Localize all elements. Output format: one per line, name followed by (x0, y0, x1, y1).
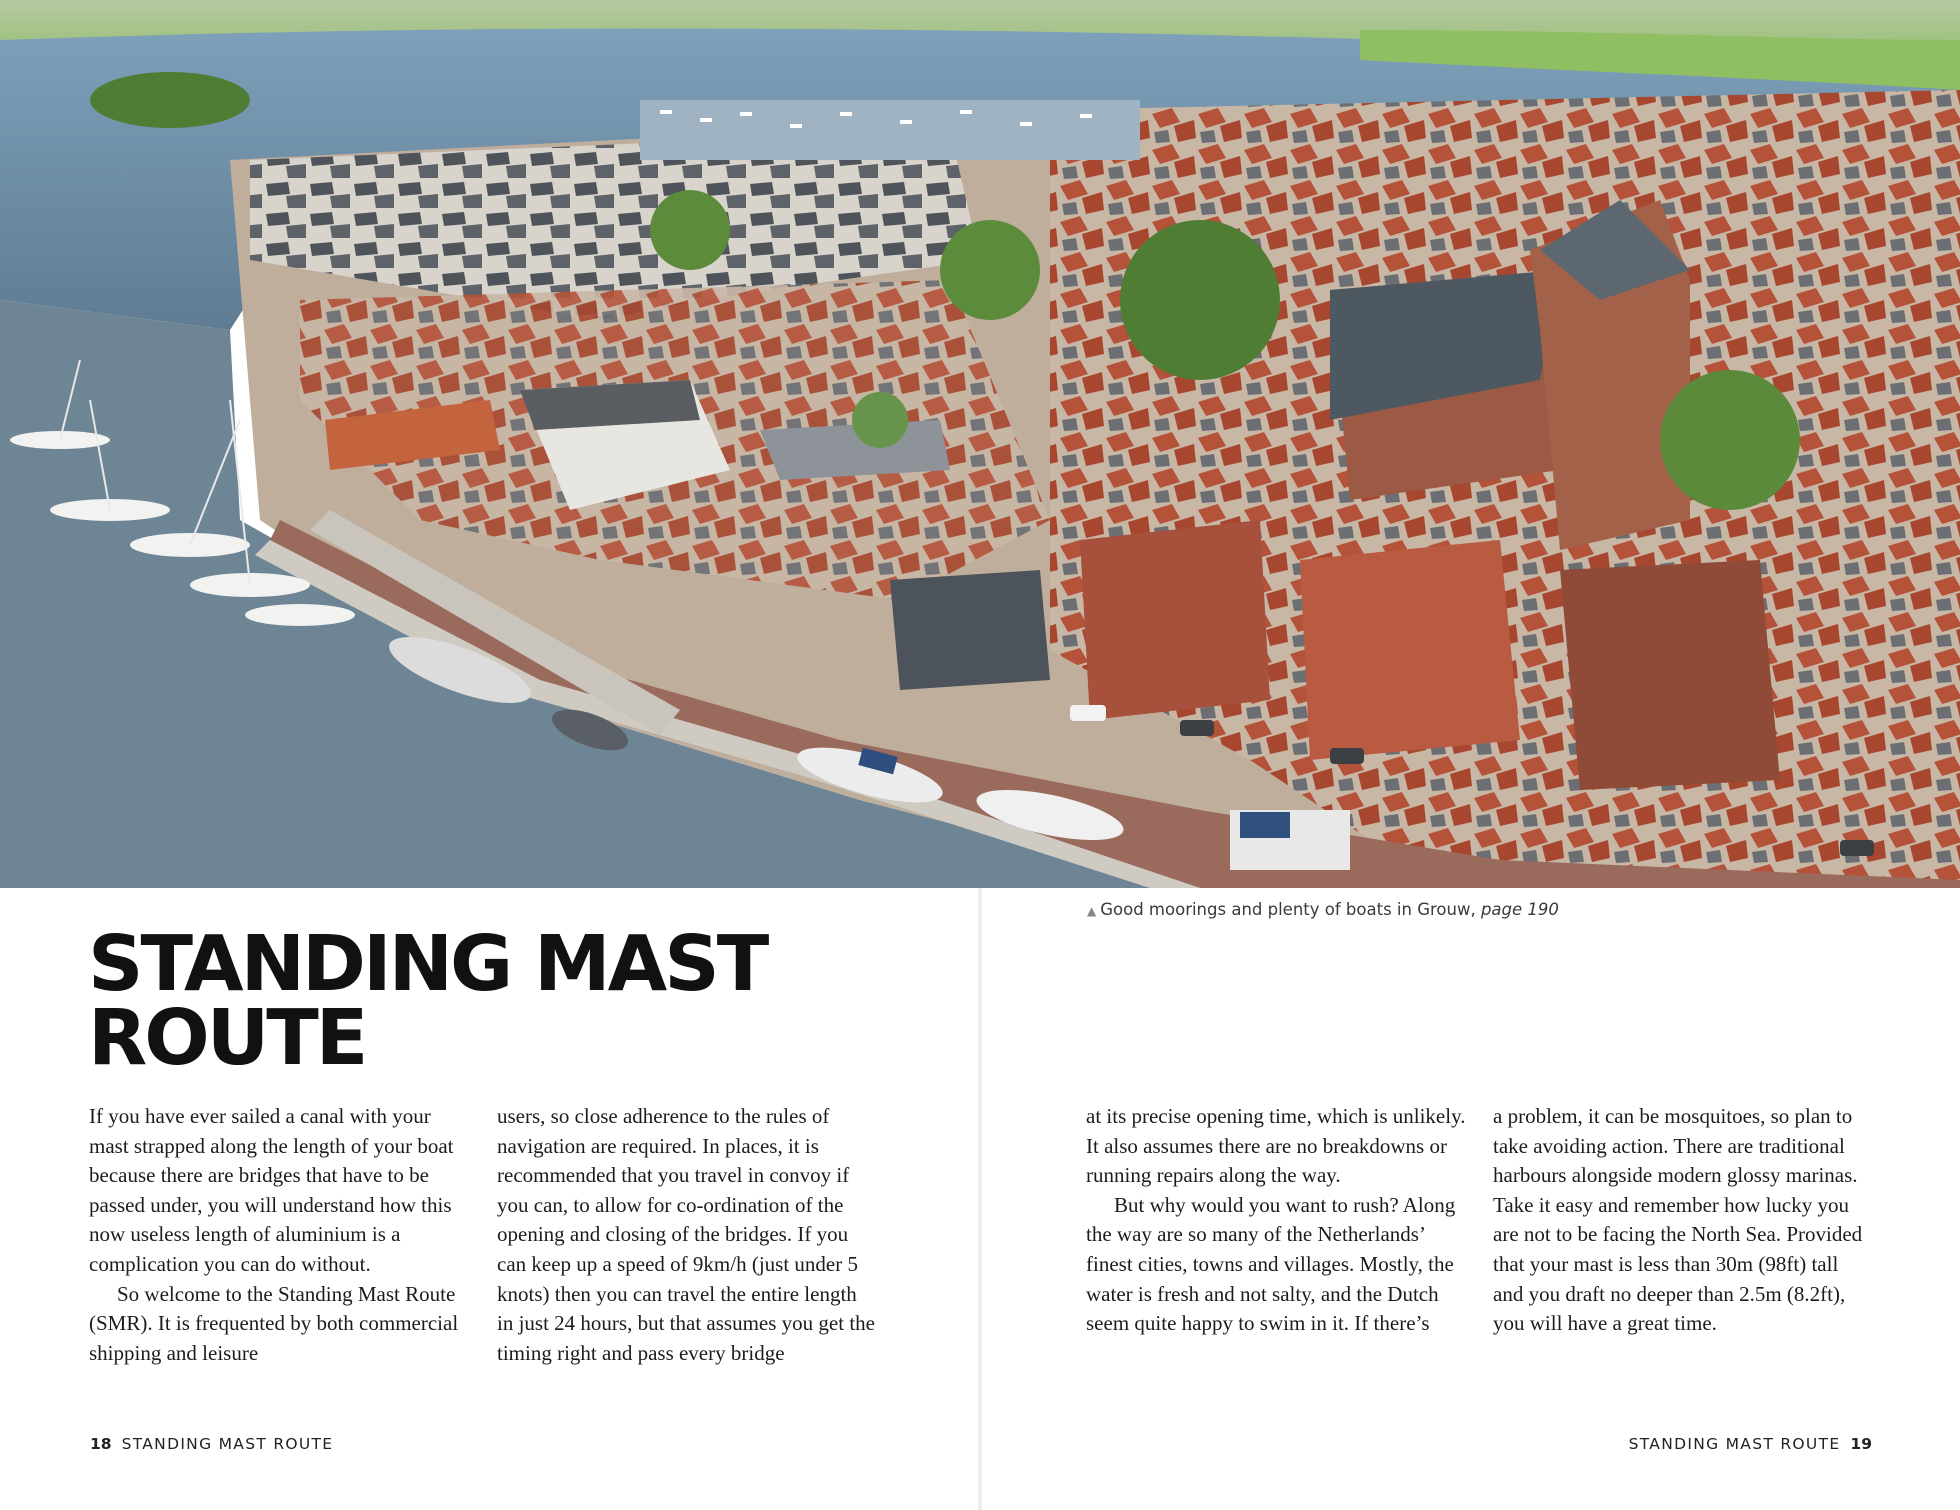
footer-left (90, 1435, 333, 1453)
chapter-title-line-2: ROUTE (88, 994, 366, 1083)
caption-page-reference: page 190 (1480, 900, 1559, 919)
running-head-left: STANDING MAST ROUTE (121, 1435, 334, 1453)
chapter-title-line-1: STANDING MAST (88, 920, 767, 1009)
caption-text: Good moorings and plenty of boats in Grouw, (1100, 900, 1481, 919)
caption-triangle-icon: ▲ (1087, 904, 1097, 918)
footer-right (1629, 1435, 1872, 1453)
text-column-2 (497, 1102, 877, 1368)
paragraph: So welcome to the Standing Mast Route (SMR). It is frequented by both commercial shipping and leisure (89, 1281, 459, 1365)
chapter-title (88, 920, 767, 1083)
paragraph: at its precise opening time, which is unlikely. It also assumes there are no breakdowns or running repairs along the way. (1086, 1104, 1466, 1188)
paragraph: If you have ever sailed a canal with your mast strapped along the length of your boat because there are bridges that have to be passed under, you will understand how this now useless length of aluminium is a complication you can do without. (89, 1104, 454, 1276)
page-gutter (978, 888, 982, 1510)
running-head-right: STANDING MAST ROUTE (1628, 1435, 1841, 1453)
page-number-right: 19 (1850, 1435, 1872, 1453)
page-number-left: 18 (90, 1435, 112, 1453)
paragraph: users, so close adherence to the rules of navigation are required. In places, it is recommended that you travel in convoy if you can, to allow for co-ordination of the opening and closing of the bridges. If you can keep up a speed of 9km/h (just under 5 knots) then you can travel the entire length in just 24 hours, but that assumes you get the timing right and pass every bridge (497, 1104, 875, 1365)
paragraph: a problem, it can be mosquitoes, so plan to take avoiding action. There are traditional harbours alongside modern glossy marinas. Take it easy and remember how lucky you are not to be facing the North Sea. Provided that your mast is less than 30m (98ft) tall and you draft no deeper than 2.5m (8.2ft), you will have a great time. (1493, 1104, 1863, 1336)
paragraph: But why would you want to rush? Along the way are so many of the Netherlands’ finest cities, towns and villages. Mostly, the water is fresh and not salty, and the Dutch seem quite happy to swim in it. If there’s (1086, 1192, 1456, 1336)
text-column-4 (1493, 1102, 1873, 1339)
text-column-1 (89, 1102, 469, 1368)
text-column-3 (1086, 1102, 1466, 1339)
photo-caption (1087, 900, 1559, 919)
